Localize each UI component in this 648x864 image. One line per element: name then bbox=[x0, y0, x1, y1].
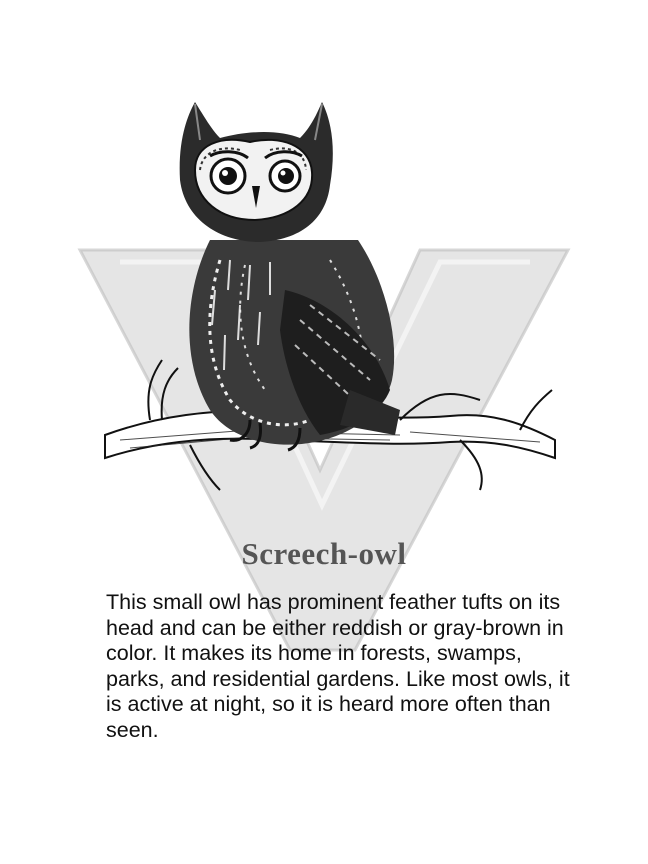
owl-head bbox=[180, 102, 333, 242]
species-description: This small owl has prominent feather tufts on its head and can be either reddish or gray-brown in color. It makes its home in forests, swamps, parks, and residential gardens. Like most owls, it is active at night, so it is heard more often than seen. bbox=[106, 590, 570, 742]
screech-owl-illustration bbox=[100, 90, 560, 510]
owl-body bbox=[189, 240, 400, 450]
species-title: Screech-owl bbox=[241, 536, 407, 571]
